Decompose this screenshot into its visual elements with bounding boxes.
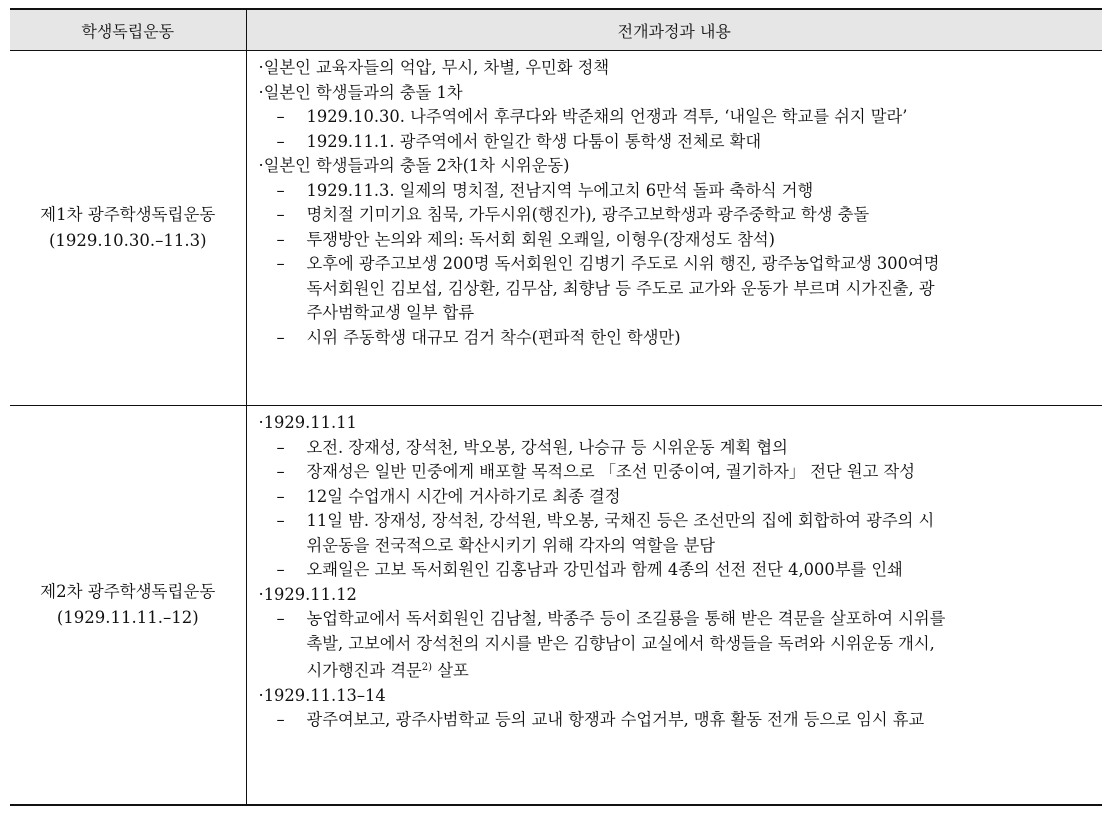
- list-item: – 1929.11.1. 광주역에서 한일간 학생 다툼이 통학생 전체로 확대: [255, 130, 1099, 155]
- header-content: 전개과정과 내용: [246, 9, 1102, 51]
- bullet-marker: ·: [258, 584, 264, 604]
- period-dates: (1929.11.11.–12): [56, 608, 199, 627]
- period-dates: (1929.10.30.–11.3): [48, 231, 207, 250]
- table-row: [10, 406, 1102, 806]
- list-item: – 오후에 광주고보생 200명 독서회원인 김병기 주도로 시위 행진, 광주농업학교생 300여명: [255, 252, 1099, 277]
- list-item: – 투쟁방안 논의와 제의: 독서회 회원 오쾌일, 이형우(장재성도 참석): [255, 228, 1099, 253]
- list-item: ·일본인 교육자들의 억압, 무시, 차별, 우민화 정책: [258, 58, 610, 77]
- dash-marker: –: [276, 205, 285, 224]
- bullet-marker: ·: [258, 685, 264, 705]
- bullet-marker: ·: [258, 58, 264, 77]
- dash-marker: –: [276, 131, 285, 151]
- table-row: [10, 51, 1102, 406]
- list-item: – 오전. 장재성, 장석천, 박오봉, 강석원, 나승규 등 시위운동 계획 협의: [255, 436, 1099, 461]
- dash-marker: –: [276, 462, 285, 481]
- list-item: – 농업학교에서 독서회원인 김남철, 박종주 등이 조길룡을 통해 받은 격문을 살포하여 시위를: [255, 607, 1099, 632]
- list-item: – 오쾌일은 고보 독서회원인 김홍남과 강민섭과 함께 4종의 선전 전단 4,000부를 인쇄: [255, 558, 1099, 583]
- bullet-marker: ·: [258, 156, 264, 175]
- list-item-continued: 시가행진과 격문$^{2)}$ 살포: [306, 661, 469, 680]
- content-cell: [246, 51, 1102, 406]
- list-item: – 12일 수업개시 시간에 거사하기로 최종 결정: [255, 485, 1099, 510]
- list-item: ·1929.11.13–14: [258, 685, 386, 705]
- history-table: [10, 8, 1102, 806]
- list-item: – 광주여보고, 광주사범학교 등의 교내 항쟁과 수업거부, 맹휴 활동 전개 등으로 임시 휴교: [255, 708, 1099, 733]
- list-item-continued: 독서회원인 김보섭, 김상환, 김무삼, 최향남 등 주도로 교가와 운동가 부르며 시가진출, 광: [306, 278, 935, 298]
- dash-marker: –: [276, 107, 285, 126]
- list-item: ·일본인 학생들과의 충돌 2차(1차 시위운동): [258, 156, 570, 175]
- header-row: [10, 9, 1102, 51]
- dash-marker: –: [276, 511, 285, 530]
- bullet-marker: ·: [258, 413, 264, 432]
- list-item: – 1929.11.3. 일제의 명치절, 전남지역 누에고치 6만석 돌파 축하식 거행: [255, 179, 1099, 204]
- dash-marker: –: [276, 486, 285, 506]
- list-item: – 명치절 기미기요 침묵, 가두시위(행진가), 광주고보학생과 광주중학교 학생 충돌: [255, 203, 1099, 228]
- dash-marker: –: [276, 437, 285, 457]
- list-item: ·1929.11.11: [258, 413, 357, 432]
- list-item: – 1929.10.30. 나주역에서 후쿠다와 박준채의 언쟁과 격투, ‘내일은 학교를 쉬지 말라’: [255, 105, 1099, 130]
- content-cell: [246, 406, 1102, 806]
- list-item: – 장재성은 일반 민중에게 배포할 목적으로 「조선 민중이여, 궐기하자」 전단 원고 작성: [255, 460, 1099, 485]
- list-item: – 시위 주동학생 대규모 검거 착수(편파적 한인 학생만): [255, 326, 1099, 351]
- period-cell: [10, 406, 246, 806]
- list-item-continued: 촉발, 고보에서 장석천의 지시를 받은 김향남이 교실에서 학생들을 독려와 시위운동 개시,: [306, 633, 935, 653]
- list-item-continued: 위운동을 전국적으로 확산시키기 위해 각자의 역할을 분담: [306, 535, 716, 555]
- list-item-continued: 주사범학교생 일부 합류: [306, 303, 475, 322]
- dash-marker: –: [276, 560, 285, 579]
- period-cell: [10, 51, 246, 406]
- bullet-marker: ·: [258, 82, 264, 102]
- dash-marker: –: [276, 327, 285, 347]
- list-item: ·일본인 학생들과의 충돌 1차: [258, 82, 463, 102]
- list-item: – 11일 밤. 장재성, 장석천, 강석원, 박오봉, 국채진 등은 조선만의 집에 회합하여 광주의 시: [255, 509, 1099, 534]
- dash-marker: –: [276, 609, 285, 628]
- list-item: ·1929.11.12: [258, 584, 357, 604]
- footnote-ref[interactable]: 2): [421, 662, 433, 673]
- dash-marker: –: [276, 254, 285, 273]
- dash-marker: –: [276, 180, 285, 200]
- period-name: 제2차 광주학생독립운동: [40, 582, 216, 601]
- header-movement: 학생독립운동: [10, 9, 246, 51]
- dash-marker: –: [276, 710, 285, 729]
- dash-marker: –: [276, 229, 285, 249]
- period-name: 제1차 광주학생독립운동: [40, 205, 216, 224]
